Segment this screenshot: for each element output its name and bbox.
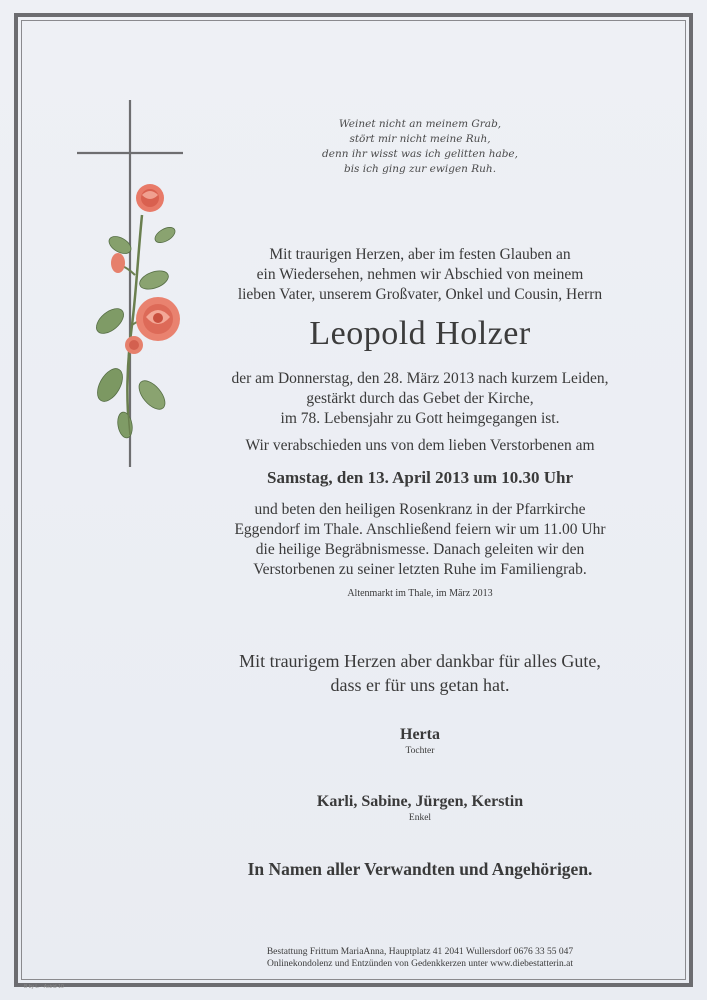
print-mark: B by L. - Astrid-10 <box>24 984 64 990</box>
ceremony-line: Eggendorf im Thale. Anschließend feiern wir um 11.00 Uhr <box>234 521 606 538</box>
farewell-text: Wir verabschieden uns von dem lieben Verstorbenen am <box>245 437 595 454</box>
ceremony-line: die heilige Begräbnismesse. Danach geleiten wir den <box>255 541 585 558</box>
mourner-name: Herta <box>400 726 440 743</box>
mourner-relation: Tochter <box>405 746 435 756</box>
mourner-relation: Enkel <box>408 813 432 823</box>
gratitude-line: Mit traurigem Herzen aber dankbar für alles Gute, <box>239 651 601 671</box>
poem-line: stört mir nicht meine Ruh, <box>349 133 491 145</box>
mourner-entry <box>210 725 630 757</box>
death-text <box>210 369 630 429</box>
mourner-name: Karli, Sabine, Jürgen, Kerstin <box>316 793 524 810</box>
mourner-entry <box>210 792 630 824</box>
poem-line: Weinet nicht an meinem Grab, <box>338 118 502 130</box>
ceremony-line: Verstorbenen zu seiner letzten Ruhe im Familiengrab. <box>253 561 587 578</box>
cross-icon <box>77 100 183 467</box>
intro-line: ein Wiedersehen, nehmen wir Abschied von meinem <box>256 266 584 283</box>
intro-line: lieben Vater, unserem Großvater, Onkel und Cousin, Herrn <box>237 286 603 303</box>
funeral-home-footer <box>210 946 630 970</box>
poem <box>210 117 630 177</box>
footer-line: Bestattung Frittum MariaAnna, Hauptplatz 41 2041 Wullersdorf 0676 33 55 047 <box>266 947 574 957</box>
deceased-name: Leopold Holzer <box>309 315 531 352</box>
ceremony-line: und beten den heiligen Rosenkranz in der Pfarrkirche <box>254 501 586 518</box>
death-line: der am Donnerstag, den 28. März 2013 nach kurzem Leiden, <box>231 370 609 387</box>
gratitude-line: dass er für uns getan hat. <box>330 675 510 695</box>
ceremony-text <box>210 500 630 580</box>
closing-line: In Namen aller Verwandten und Angehörigen. <box>247 859 593 879</box>
intro-line: Mit traurigen Herzen, aber im festen Glauben an <box>269 246 571 263</box>
rose-branch-icon <box>92 184 180 439</box>
poem-line: denn ihr wisst was ich gelitten habe, <box>322 148 518 160</box>
poem-line: bis ich ging zur ewigen Ruh. <box>343 163 497 175</box>
cross-with-roses-decoration <box>70 95 210 475</box>
funeral-date: Samstag, den 13. April 2013 um 10.30 Uhr <box>266 468 574 487</box>
intro-text <box>210 245 630 305</box>
gratitude-text <box>210 649 630 697</box>
death-line: im 78. Lebensjahr zu Gott heimgegangen ist. <box>280 410 560 427</box>
place-date: Altenmarkt im Thale, im März 2013 <box>347 588 493 599</box>
footer-line: Onlinekondolenz und Entzünden von Gedenkkerzen unter www.diebestatterin.at <box>267 959 573 969</box>
death-line: gestärkt durch das Gebet der Kirche, <box>306 390 534 407</box>
